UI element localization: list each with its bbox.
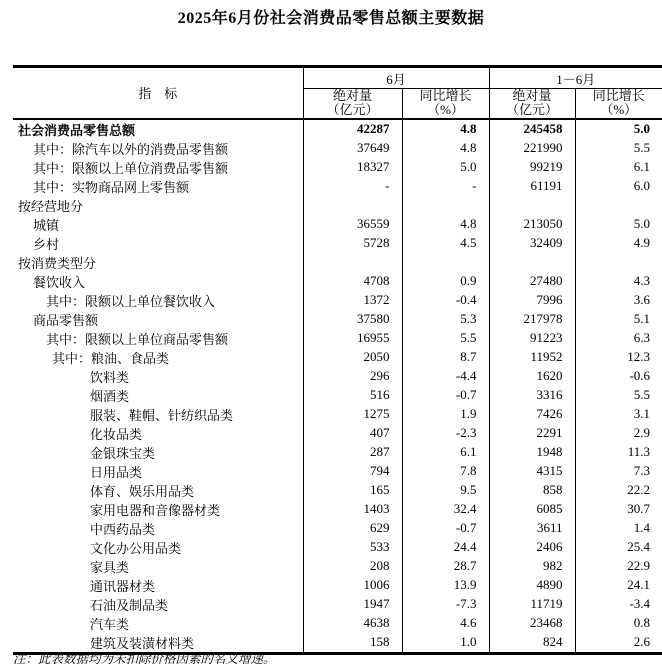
row-value-cum-abs: 7996 (489, 291, 575, 310)
table-row (13, 595, 662, 614)
row-value-cum-yoy: 0.8 (575, 614, 662, 633)
row-value-jun-yoy: 5.3 (402, 310, 489, 329)
table-row (13, 272, 662, 291)
row-value-cum-yoy: 2.6 (575, 633, 662, 654)
row-value-cum-abs: 23468 (489, 614, 575, 633)
header-absolute-line2: （亿元） (326, 102, 379, 118)
row-value-cum-yoy: 5.0 (575, 215, 662, 234)
row-value-cum-abs: 2406 (489, 538, 575, 557)
row-value-jun-yoy: 7.8 (402, 462, 489, 481)
row-indicator-label: 按消费类型分 (18, 255, 97, 271)
header-yoy-line2: （%） (600, 102, 638, 118)
row-value-jun-abs (303, 253, 402, 272)
row-value-cum-yoy: -0.6 (575, 367, 662, 386)
table-row (13, 557, 662, 576)
row-value-jun-abs: 1006 (303, 576, 402, 595)
header-jan-june-absolute (489, 89, 575, 119)
row-value-cum-abs: 1948 (489, 443, 575, 462)
row-value-cum-abs: 11952 (489, 348, 575, 367)
row-value-cum-yoy: 25.4 (575, 538, 662, 557)
table-row (13, 348, 662, 367)
table-body (13, 119, 662, 654)
table-row (13, 386, 662, 405)
row-value-jun-abs: 2050 (303, 348, 402, 367)
row-indicator-label: 其中：除汽车以外的消费品零售额 (33, 141, 229, 157)
row-value-jun-abs: 5728 (303, 234, 402, 253)
row-indicator-label: 餐饮收入 (33, 274, 86, 290)
row-value-cum-yoy: 4.9 (575, 234, 662, 253)
row-value-jun-abs: 287 (303, 443, 402, 462)
row-value-jun-yoy: -2.3 (402, 424, 489, 443)
row-indicator-label: 化妆品类 (90, 426, 143, 442)
row-value-cum-yoy: 3.1 (575, 405, 662, 424)
row-value-jun-yoy: 1.0 (402, 633, 489, 654)
row-value-jun-yoy: -4.4 (402, 367, 489, 386)
row-value-cum-yoy (575, 253, 662, 272)
table-row (13, 405, 662, 424)
row-value-jun-yoy: 32.4 (402, 500, 489, 519)
row-value-jun-abs: 37580 (303, 310, 402, 329)
header-jan-june-yoy (575, 89, 662, 119)
row-value-cum-yoy: 1.4 (575, 519, 662, 538)
row-value-cum-yoy: 3.6 (575, 291, 662, 310)
table-row (13, 538, 662, 557)
row-value-cum-abs: 4315 (489, 462, 575, 481)
retail-sales-table (13, 65, 662, 655)
row-value-cum-yoy: 24.1 (575, 576, 662, 595)
row-value-cum-yoy: -3.4 (575, 595, 662, 614)
header-indicator: 指 标 (13, 67, 303, 119)
row-value-jun-abs: 4638 (303, 614, 402, 633)
row-indicator-label: 烟酒类 (90, 388, 130, 404)
row-value-cum-abs: 221990 (489, 139, 575, 158)
row-value-cum-yoy: 2.9 (575, 424, 662, 443)
table-row (13, 291, 662, 310)
row-value-jun-yoy: 4.8 (402, 139, 489, 158)
row-value-cum-abs: 3316 (489, 386, 575, 405)
table-header (13, 67, 662, 119)
row-value-jun-yoy: - (402, 177, 489, 196)
header-yoy-line2: （%） (427, 102, 464, 118)
header-june-yoy (402, 89, 489, 119)
row-value-jun-abs: 516 (303, 386, 402, 405)
row-indicator-label: 通讯器材类 (90, 578, 156, 594)
header-june-absolute (303, 89, 402, 119)
row-value-cum-abs: 61191 (489, 177, 575, 196)
table-row (13, 481, 662, 500)
row-indicator-label: 日用品类 (90, 464, 143, 480)
row-value-cum-yoy: 4.3 (575, 272, 662, 291)
row-indicator-label: 其中：限额以上单位商品零售额 (46, 331, 229, 347)
row-value-jun-abs: 18327 (303, 158, 402, 177)
row-value-cum-abs (489, 253, 575, 272)
row-value-cum-abs: 7426 (489, 405, 575, 424)
row-value-jun-abs: 36559 (303, 215, 402, 234)
header-jan-june-group: 1－6月 (489, 67, 662, 89)
row-value-cum-abs: 824 (489, 633, 575, 654)
row-indicator-label: 其中：限额以上单位餐饮收入 (46, 293, 216, 309)
table-row (13, 519, 662, 538)
row-value-jun-abs: 37649 (303, 139, 402, 158)
row-indicator-label: 城镇 (33, 217, 60, 233)
table-row (13, 424, 662, 443)
table-row (13, 215, 662, 234)
row-value-cum-abs: 858 (489, 481, 575, 500)
row-value-cum-yoy (575, 196, 662, 215)
row-value-cum-abs: 99219 (489, 158, 575, 177)
row-value-cum-abs: 982 (489, 557, 575, 576)
header-yoy-line1: 同比增长 (419, 88, 472, 104)
row-value-cum-abs: 217978 (489, 310, 575, 329)
row-value-jun-abs: 407 (303, 424, 402, 443)
table-row (13, 177, 662, 196)
row-value-jun-yoy: 5.0 (402, 158, 489, 177)
row-value-cum-yoy: 7.3 (575, 462, 662, 481)
row-value-cum-abs: 213050 (489, 215, 575, 234)
table-row (13, 158, 662, 177)
table-row (13, 329, 662, 348)
row-indicator-label: 体育、娱乐用品类 (90, 483, 195, 499)
row-value-jun-abs: 1275 (303, 405, 402, 424)
row-value-cum-yoy: 22.9 (575, 557, 662, 576)
row-value-jun-abs: 16955 (303, 329, 402, 348)
row-indicator-label: 饮料类 (90, 369, 130, 385)
table-row (13, 253, 662, 272)
header-group-row (13, 67, 662, 89)
row-indicator-label: 建筑及装潢材料类 (90, 635, 195, 651)
page-title: 2025年6月份社会消费品零售总额主要数据 (177, 10, 485, 27)
row-value-cum-abs: 1620 (489, 367, 575, 386)
row-indicator-label: 其中：粮油、食品类 (52, 350, 170, 366)
row-value-jun-yoy: 8.7 (402, 348, 489, 367)
row-value-jun-yoy: -0.4 (402, 291, 489, 310)
row-value-jun-yoy: 0.9 (402, 272, 489, 291)
row-value-cum-yoy: 5.5 (575, 139, 662, 158)
row-value-cum-abs (489, 196, 575, 215)
row-value-cum-abs: 32409 (489, 234, 575, 253)
row-value-cum-yoy: 6.3 (575, 329, 662, 348)
header-absolute-line2: （亿元） (506, 102, 559, 118)
row-value-jun-yoy: 1.9 (402, 405, 489, 424)
row-value-cum-yoy: 11.3 (575, 443, 662, 462)
row-value-jun-abs: 158 (303, 633, 402, 654)
row-value-cum-abs: 27480 (489, 272, 575, 291)
row-value-jun-abs: 1947 (303, 595, 402, 614)
row-indicator-label: 中西药品类 (90, 521, 156, 537)
row-value-jun-yoy: -7.3 (402, 595, 489, 614)
row-value-jun-abs: 4708 (303, 272, 402, 291)
table-row (13, 462, 662, 481)
row-value-jun-abs: 165 (303, 481, 402, 500)
row-value-jun-yoy: 5.5 (402, 329, 489, 348)
row-value-cum-yoy: 12.3 (575, 348, 662, 367)
row-value-jun-yoy: 6.1 (402, 443, 489, 462)
row-value-cum-yoy: 30.7 (575, 500, 662, 519)
row-value-cum-yoy: 6.0 (575, 177, 662, 196)
table-row (13, 196, 662, 215)
row-value-jun-yoy: 4.8 (402, 119, 489, 139)
row-value-jun-abs: 1403 (303, 500, 402, 519)
table-row (13, 367, 662, 386)
row-value-jun-yoy: 24.4 (402, 538, 489, 557)
header-absolute-line1: 绝对量 (512, 88, 552, 104)
row-value-cum-abs: 4890 (489, 576, 575, 595)
row-value-cum-yoy: 5.5 (575, 386, 662, 405)
table-row (13, 500, 662, 519)
row-indicator-label: 商品零售额 (33, 312, 99, 328)
row-indicator-label: 乡村 (33, 236, 60, 252)
row-indicator-label: 服装、鞋帽、针纺织品类 (90, 407, 234, 423)
row-value-jun-yoy: -0.7 (402, 386, 489, 405)
footnote: 注：此表数据均为未扣除价格因素的名义增速。 (13, 652, 276, 666)
row-value-jun-abs: - (303, 177, 402, 196)
row-value-jun-yoy: 4.6 (402, 614, 489, 633)
row-value-jun-abs: 1372 (303, 291, 402, 310)
row-indicator-label: 其中：实物商品网上零售额 (33, 179, 190, 195)
row-value-jun-yoy: 9.5 (402, 481, 489, 500)
row-value-cum-abs: 245458 (489, 119, 575, 139)
row-value-jun-yoy (402, 253, 489, 272)
header-yoy-line1: 同比增长 (592, 88, 645, 104)
row-value-jun-abs (303, 196, 402, 215)
table-row (13, 119, 662, 139)
row-value-cum-abs: 6085 (489, 500, 575, 519)
row-value-jun-abs: 42287 (303, 119, 402, 139)
table-row (13, 234, 662, 253)
table-row (13, 310, 662, 329)
row-indicator-label: 石油及制品类 (90, 597, 169, 613)
row-indicator-label: 金银珠宝类 (90, 445, 156, 461)
row-value-jun-yoy: 28.7 (402, 557, 489, 576)
header-absolute-line1: 绝对量 (332, 88, 372, 104)
row-value-jun-yoy: -0.7 (402, 519, 489, 538)
table-row (13, 139, 662, 158)
row-value-jun-abs: 794 (303, 462, 402, 481)
row-value-cum-abs: 2291 (489, 424, 575, 443)
row-value-cum-yoy: 6.1 (575, 158, 662, 177)
row-indicator-label: 其中：限额以上单位消费品零售额 (33, 160, 229, 176)
row-value-jun-abs: 629 (303, 519, 402, 538)
row-indicator-label: 家用电器和音像器材类 (90, 502, 221, 518)
row-value-cum-abs: 91223 (489, 329, 575, 348)
row-value-jun-abs: 208 (303, 557, 402, 576)
table-row (13, 576, 662, 595)
row-value-jun-yoy (402, 196, 489, 215)
row-indicator-label: 社会消费品零售总额 (18, 122, 136, 138)
row-indicator-label: 按经营地分 (18, 198, 84, 214)
row-value-cum-yoy: 5.0 (575, 119, 662, 139)
table-row (13, 614, 662, 633)
row-value-jun-yoy: 4.5 (402, 234, 489, 253)
row-value-cum-yoy: 5.1 (575, 310, 662, 329)
row-indicator-label: 汽车类 (90, 616, 130, 632)
row-value-jun-yoy: 4.8 (402, 215, 489, 234)
row-indicator-label: 文化办公用品类 (90, 540, 182, 556)
header-june-group: 6月 (303, 67, 489, 89)
row-value-jun-abs: 533 (303, 538, 402, 557)
row-indicator-label: 家具类 (90, 559, 130, 575)
row-value-cum-yoy: 22.2 (575, 481, 662, 500)
row-value-jun-abs: 296 (303, 367, 402, 386)
table-row (13, 443, 662, 462)
row-value-cum-abs: 3611 (489, 519, 575, 538)
row-value-cum-abs: 11719 (489, 595, 575, 614)
row-value-jun-yoy: 13.9 (402, 576, 489, 595)
